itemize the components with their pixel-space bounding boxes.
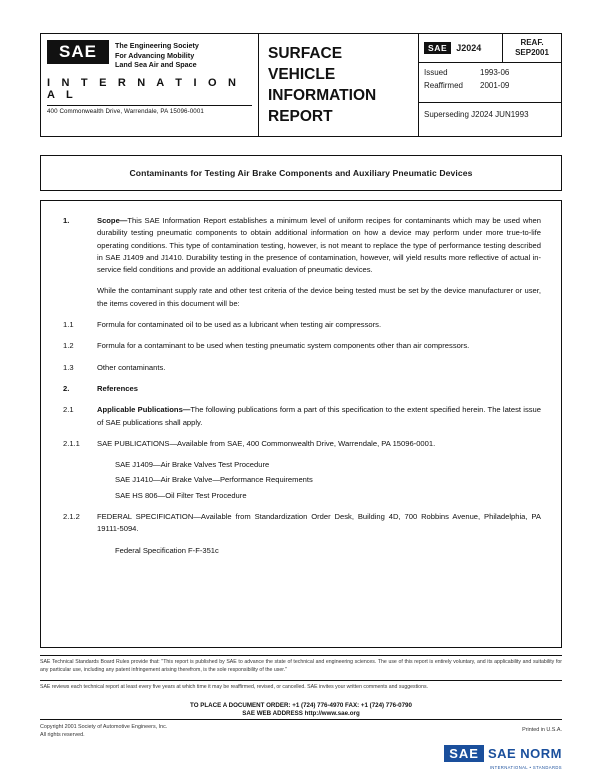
section-1-text	[97, 215, 541, 276]
federal-spec-item-text: Federal Specification F-F-351c	[115, 545, 219, 555]
section-2-1-1-number: 2.1.1	[63, 438, 80, 448]
section-2-1-label: Applicable Publications—	[97, 405, 191, 415]
section-1	[63, 215, 541, 276]
superseding-text: Superseding J2024 JUN1993	[424, 110, 529, 119]
document-body	[40, 200, 562, 648]
document-title-band	[40, 155, 562, 191]
sae-tagline	[115, 40, 199, 70]
section-1-para-2	[63, 285, 541, 310]
section-2-1-number: 2.1	[63, 405, 74, 415]
section-1-3	[63, 362, 541, 374]
footer-copyright-2: All rights reserved.	[40, 732, 85, 738]
footer-order-line-1: TO PLACE A DOCUMENT ORDER: +1 (724) 776-4970 FAX: +1 (724) 776-0790	[190, 702, 412, 709]
section-2	[63, 383, 541, 395]
section-2-1-2	[63, 511, 541, 536]
issued-value: 1993-06	[480, 68, 510, 77]
reaffirmed-label: Reaffirmed	[424, 80, 463, 90]
publication-item-1	[115, 459, 541, 471]
footer-copyright-1: Copyright 2001 Society of Automotive Engineers, Inc.	[40, 724, 168, 730]
footer-rule-top	[40, 655, 562, 656]
publication-item-1-text: SAE J1409—Air Brake Valves Test Procedure	[115, 460, 270, 470]
doc-number-cell	[419, 34, 503, 62]
sae-mini-logo: SAE	[424, 42, 451, 54]
sae-branding	[47, 40, 252, 70]
section-2-label: References	[97, 383, 138, 393]
document-meta-cell	[419, 34, 561, 136]
header-divider	[47, 105, 252, 106]
sae-norm-text: SAE NORM	[487, 746, 562, 761]
issued-label: Issued	[424, 68, 448, 77]
reaffirmed-row	[424, 80, 561, 93]
section-1-3-number: 1.3	[63, 362, 74, 372]
footer-printed-in: Printed in U.S.A.	[522, 727, 562, 733]
section-1-number: 1.	[63, 216, 70, 225]
publication-item-2-text: SAE J1410—Air Brake Valve—Performance Requirements	[115, 475, 313, 485]
tagline-line-2: For Advancing Mobility	[115, 50, 195, 60]
tagline-line-1: The Engineering Society	[115, 41, 199, 50]
dates-cell	[419, 63, 561, 103]
footer-review-note: SAE reviews each technical report at least every five years at which time it may be reaffirmed, revised, or cancelled. SAE invites your written comments and suggestions.	[40, 684, 428, 690]
section-2-1-1-text: SAE PUBLICATIONS—Available from SAE, 400 Commonwealth Drive, Warrendale, PA 15096-0001.	[97, 438, 436, 448]
tagline-line-3: Land Sea Air and Space	[115, 60, 197, 69]
section-1-1-number: 1.1	[63, 320, 74, 330]
publication-item-3	[115, 490, 541, 502]
footer-rule-mid	[40, 680, 562, 681]
federal-spec-item	[115, 545, 541, 557]
publication-item-2	[115, 474, 541, 486]
doc-type-line-2: VEHICLE	[268, 66, 336, 84]
doc-number-row	[419, 34, 561, 63]
section-2-1-2-text: FEDERAL SPECIFICATION—Available from Standardization Order Desk, Building 4D, 700 Robbins Avenue, Philadelphia, PA 19111-5094.	[97, 512, 541, 534]
footer-disclaimer: SAE Technical Standards Board Rules provide that: "This report is published by SAE to advance the state of technical and engineering sciences. The use of this report is entirely voluntary, and its applicability and suitability for any particular use, including any patent infringement arising therefrom, is the sole responsibility of the user."	[40, 659, 562, 673]
section-2-number: 2.	[63, 383, 70, 393]
reaffirmation-cell	[503, 34, 561, 62]
reaf-value: SEP2001	[515, 48, 549, 57]
issued-row	[424, 67, 561, 80]
international-word: I N T E R N A T I O N A L	[47, 76, 241, 101]
footer-rule-bottom	[40, 719, 562, 720]
superseding-cell	[419, 103, 561, 136]
document-type-cell	[259, 34, 419, 136]
document-header	[40, 33, 562, 137]
section-2-1-text	[97, 404, 541, 429]
doc-type-line-3: INFORMATION	[268, 87, 377, 105]
sae-norm-logo	[444, 745, 562, 762]
section-1-2-number: 1.2	[63, 341, 74, 351]
section-1-3-text: Other contaminants.	[97, 362, 166, 372]
section-2-1-body: The following publications form a part of this specification to the extent specified herein. The latest issue of SAE publications shall apply.	[97, 405, 541, 427]
section-1-1	[63, 319, 541, 331]
document-title: Contaminants for Testing Air Brake Components and Auxiliary Pneumatic Devices	[129, 168, 473, 178]
sae-logo: SAE	[47, 40, 109, 64]
section-2-1	[63, 404, 541, 429]
publication-item-3-text: SAE HS 806—Oil Filter Test Procedure	[115, 490, 247, 500]
section-2-1-1	[63, 438, 541, 450]
sae-norm-subtext: INTERNATIONAL • STANDARDS	[489, 765, 562, 770]
section-1-body: This SAE Information Report establishes a minimum level of uniform recipes for contaminants which may be used when durability testing pneumatic components to obtain additional information on how a device may perform under more true-to-life operating conditions. This type of contamination testing, however, is not meant to replace the type of performance testing described in SAE J1409 and J1410. Durability testing in the presence of contamination, however, will yield results more reflective of actual in-service field conditions and provide an additional evaluation of pneumatic devices.	[97, 216, 541, 275]
section-1-2	[63, 340, 541, 352]
section-1-2-text: Formula for a contaminant to be used when testing pneumatic system components other than air compressors.	[97, 341, 470, 351]
section-1-para-2-text: While the contaminant supply rate and other test criteria of the device being tested must be set by the device manufacturer or user, the items covered in this document will be:	[97, 286, 541, 308]
section-1-para-2-number	[63, 285, 97, 310]
section-2-text	[97, 383, 541, 395]
sae-address: 400 Commonwealth Drive, Warrendale, PA 15096-0001	[47, 107, 204, 115]
section-1-1-text: Formula for contaminated oil to be used as a lubricant when testing air compressors.	[97, 320, 382, 330]
section-2-1-2-number: 2.1.2	[63, 512, 80, 522]
reaf-label: REAF.	[520, 38, 544, 47]
doc-type-line-1: SURFACE	[268, 45, 343, 62]
doc-type-line-4: REPORT	[268, 108, 333, 126]
section-1-label: Scope—	[97, 216, 128, 225]
sae-norm-badge: SAE	[444, 745, 484, 762]
footer-order-line-2[interactable]: SAE WEB ADDRESS http://www.sae.org	[242, 710, 360, 717]
reaffirmed-value: 2001-09	[480, 80, 510, 90]
header-logo-cell	[41, 34, 259, 136]
doc-number: J2024	[456, 43, 482, 53]
